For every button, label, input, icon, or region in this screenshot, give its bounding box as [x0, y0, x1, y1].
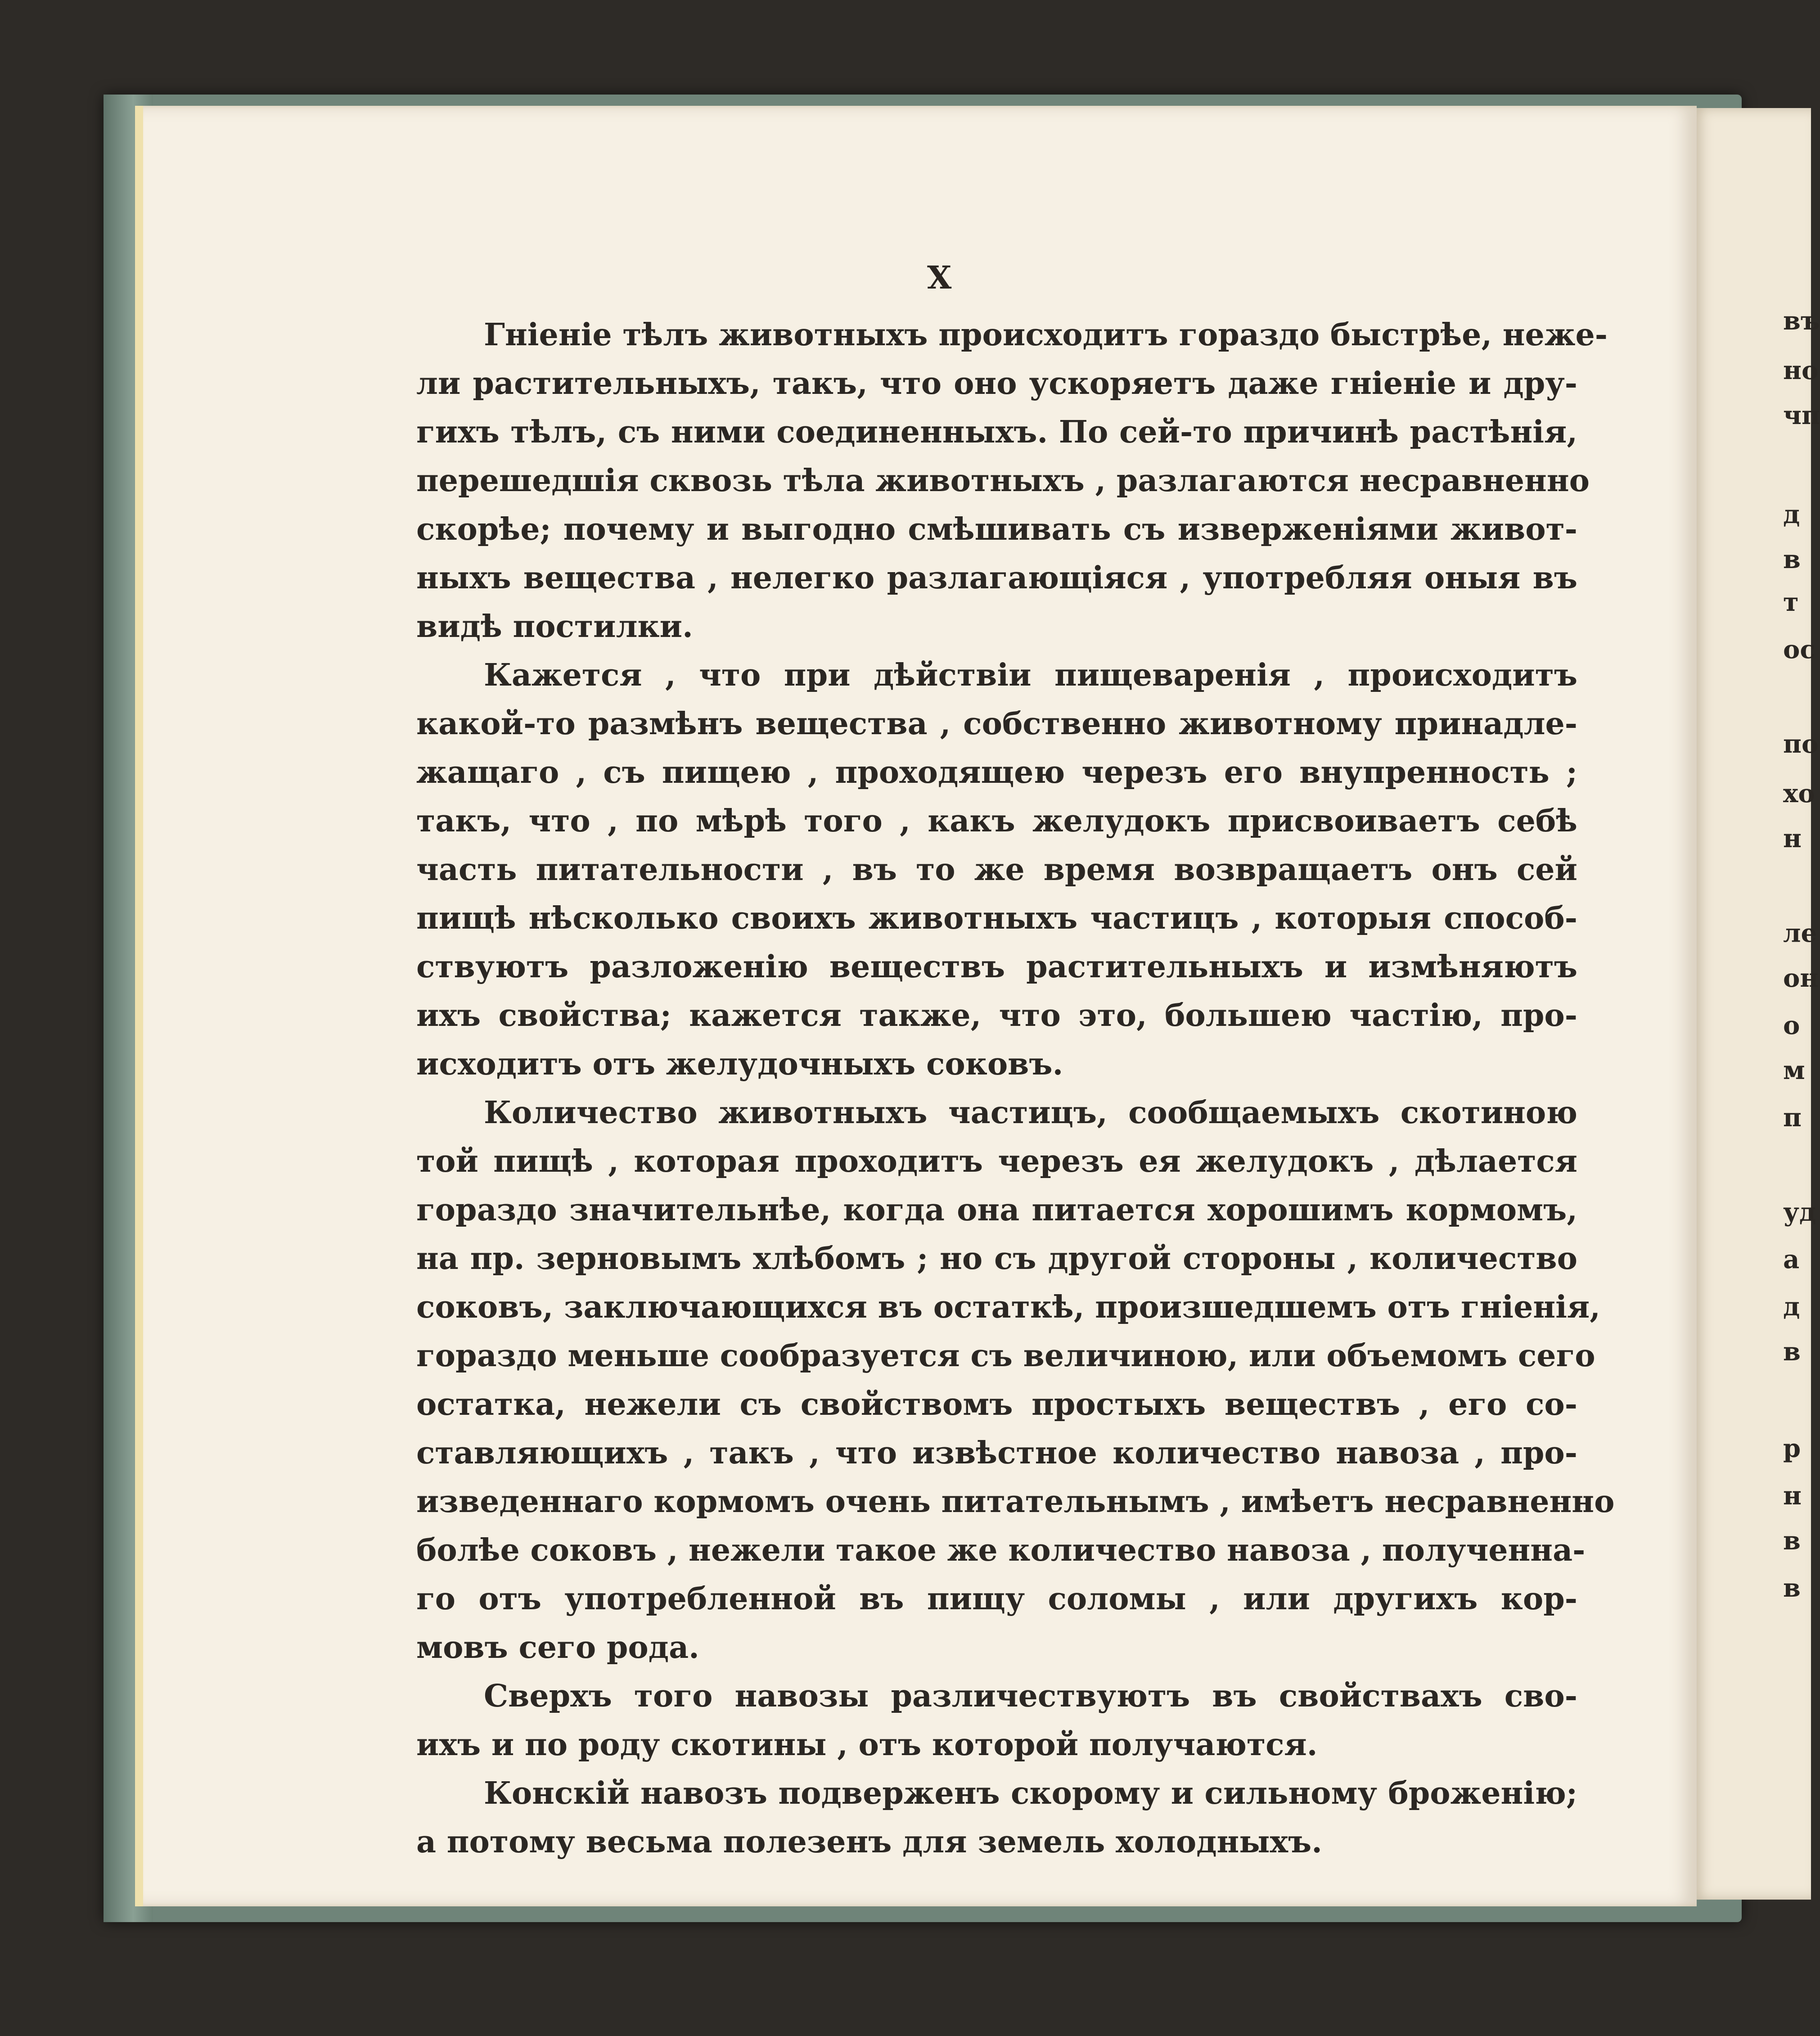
text-line: какой-то размѣнъ вещества , собственно животному принадле-: [416, 706, 1577, 742]
text-line: Конскій навозъ подверженъ скорому и сильному броженію;: [484, 1775, 1577, 1811]
facing-page-fragment: р: [1783, 1434, 1801, 1463]
facing-page-fragment: в: [1783, 1337, 1801, 1367]
text-line: перешедшія сквозь тѣла животныхъ , разлагаются несравненно: [416, 463, 1590, 499]
facing-page-fragment: в: [1783, 1526, 1801, 1556]
text-line: остатка, нежели съ свойствомъ простыхъ веществъ , его со-: [416, 1386, 1577, 1422]
text-line: ихъ свойства; кажется также, что это, большею частію, про-: [416, 998, 1577, 1034]
facing-page-fragment: д: [1783, 1292, 1800, 1322]
facing-page-fragment: п: [1783, 1103, 1802, 1133]
facing-page-fragment: в: [1783, 1573, 1801, 1603]
page-header: X: [927, 259, 954, 296]
facing-page-fragment: в: [1783, 545, 1801, 574]
facing-page-fragment: но: [1783, 356, 1819, 385]
text-line: соковъ, заключающихся въ остаткѣ, произшедшемъ отъ гніенія,: [416, 1289, 1600, 1325]
text-line: Кажется , что при дѣйствіи пищеваренія , происходитъ: [484, 657, 1577, 693]
text-line: той пищѣ , которая проходитъ черезъ ея желудокъ , дѣлается: [416, 1143, 1577, 1179]
text-line: болѣе соковъ , нежели такое же количество навоза , полученна-: [416, 1532, 1586, 1568]
facing-page-fragment: т: [1783, 587, 1799, 617]
text-line: Количество животныхъ частицъ, сообщаемыхъ скотиною: [484, 1095, 1577, 1131]
facing-page-fragment: ле: [1783, 918, 1817, 948]
facing-page-fragment: он: [1783, 963, 1819, 993]
facing-page-fragment: д: [1783, 500, 1800, 529]
text-line: гихъ тѣлъ, съ ними соединенныхъ. По сей-то причинѣ растѣнія,: [416, 414, 1577, 450]
facing-page-fragment: а: [1783, 1245, 1800, 1274]
facing-page-fragment: чп: [1783, 401, 1820, 430]
text-line: гораздо значительнѣе, когда она питается хорошимъ кормомъ,: [416, 1192, 1577, 1228]
text-line: гораздо меньше сообразуется съ величиною, или объемомъ сего: [416, 1338, 1595, 1374]
text-line: видѣ постилки.: [416, 609, 693, 645]
facing-page-fragment: по: [1783, 729, 1819, 759]
text-line: жащаго , съ пищею , проходящею черезъ его внупренность ;: [416, 754, 1577, 790]
text-line: на пр. зерновымъ хлѣбомъ ; но съ другой стороны , количество: [416, 1241, 1577, 1277]
facing-page-fragment: хо: [1783, 779, 1815, 808]
text-line: изведеннаго кормомъ очень питательнымъ , имѣетъ несравненно: [416, 1484, 1615, 1520]
facing-page-fragment: въ: [1783, 306, 1820, 336]
facing-page-fragment: уд: [1783, 1197, 1816, 1227]
text-line: а потому весьма полезенъ для земель холодныхъ.: [416, 1824, 1322, 1860]
facing-page-fragment: н: [1783, 824, 1802, 853]
text-line: пищѣ нѣсколько своихъ животныхъ частицъ , которыя способ-: [416, 900, 1577, 936]
text-line: ли растительныхъ, такъ, что оно ускоряетъ даже гніеніе и дру-: [416, 366, 1577, 402]
text-line: ставляющихъ , такъ , что извѣстное количество навоза , про-: [416, 1435, 1577, 1471]
text-line: ихъ и по роду скотины , отъ которой получаются.: [416, 1727, 1318, 1763]
text-line: Гніеніе тѣлъ животныхъ происходитъ гораздо быстрѣе, неже-: [484, 317, 1608, 353]
text-line: Сверхъ того навозы различествуютъ въ свойствахъ сво-: [484, 1678, 1577, 1714]
text-line: го отъ употребленной въ пищу соломы , или другихъ кор-: [416, 1581, 1577, 1617]
facing-page-fragment: ос: [1783, 635, 1815, 664]
text-line: мовъ сего рода.: [416, 1630, 699, 1666]
page-gilt-edge: [135, 106, 143, 1906]
text-line: скорѣе; почему и выгодно смѣшивать съ изверженіями живот-: [416, 511, 1577, 547]
facing-page-fragment: м: [1783, 1056, 1805, 1085]
facing-page-fragment: о: [1783, 1011, 1800, 1040]
text-line: часть питательности , въ то же время возвращаетъ онъ сей: [416, 852, 1577, 888]
page-body-text: [416, 311, 1615, 1866]
text-line: исходитъ отъ желудочныхъ соковъ.: [416, 1046, 1063, 1082]
facing-page-fragment: н: [1783, 1481, 1802, 1511]
text-line: такъ, что , по мѣрѣ того , какъ желудокъ присвоиваетъ себѣ: [416, 803, 1577, 839]
text-line: ныхъ вещества , нелегко разлагающіяся , употребляя оныя въ: [416, 560, 1577, 596]
text-line: ствуютъ разложенію веществъ растительныхъ и измѣняютъ: [416, 949, 1577, 985]
